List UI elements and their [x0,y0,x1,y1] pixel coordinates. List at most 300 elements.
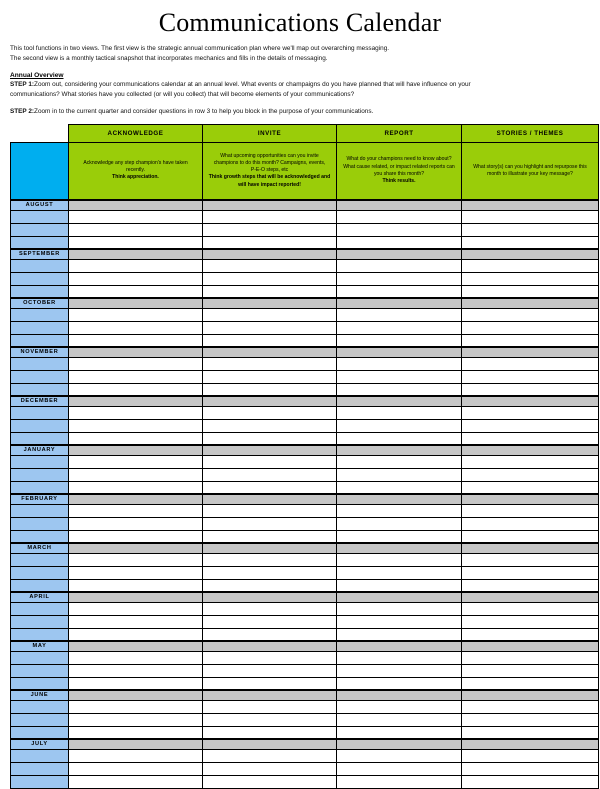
row-accent-cell[interactable] [11,504,69,517]
entry-cell[interactable] [69,223,203,236]
entry-cell[interactable] [203,651,337,664]
entry-cell[interactable] [203,285,337,298]
table-row [11,651,599,664]
entry-cell[interactable] [69,383,203,396]
communications-calendar-page [0,8,600,748]
entry-cell[interactable] [462,700,599,713]
entry-cell[interactable] [337,357,462,370]
entry-cell[interactable] [69,357,203,370]
entry-cell[interactable] [69,700,203,713]
entry-cell[interactable] [203,700,337,713]
row-accent-cell[interactable] [11,762,69,775]
month-header-spacer-cell [462,347,599,357]
table-row [11,628,599,641]
entry-cell[interactable] [462,406,599,419]
entry-cell[interactable] [203,517,337,530]
entry-cell[interactable] [337,321,462,334]
entry-cell[interactable] [337,762,462,775]
entry-cell[interactable] [69,308,203,321]
month-label-april: APRIL [11,592,69,602]
table-row [11,259,599,272]
month-header-spacer-cell [337,494,462,504]
entry-cell[interactable] [69,530,203,543]
entry-cell[interactable] [462,628,599,641]
row-accent-cell[interactable] [11,517,69,530]
entry-cell[interactable] [69,419,203,432]
entry-cell[interactable] [462,615,599,628]
month-header-spacer-cell [462,543,599,553]
month-header-spacer-cell [462,200,599,210]
entry-cell[interactable] [69,566,203,579]
month-header-spacer-cell [337,396,462,406]
column-header-stories-themes: STORIES / THEMES [462,124,599,142]
month-header-row [11,494,599,504]
entry-cell[interactable] [203,553,337,566]
month-header-spacer-cell [203,298,337,308]
row-accent-cell[interactable] [11,579,69,592]
entry-cell[interactable] [462,553,599,566]
month-header-row [11,543,599,553]
entry-cell[interactable] [462,504,599,517]
row-accent-cell[interactable] [11,553,69,566]
entry-cell[interactable] [69,455,203,468]
entry-cell[interactable] [337,553,462,566]
month-header-spacer-cell [69,396,203,406]
table-row [11,481,599,494]
table-row [11,455,599,468]
entry-cell[interactable] [337,259,462,272]
row-accent-cell[interactable] [11,432,69,445]
table-row [11,602,599,615]
entry-cell[interactable] [337,749,462,762]
entry-cell[interactable] [203,602,337,615]
column-header-acknowledge: ACKNOWLEDGE [69,124,203,142]
entry-cell[interactable] [203,579,337,592]
entry-cell[interactable] [337,432,462,445]
month-header-spacer-cell [337,298,462,308]
month-header-spacer-cell [69,347,203,357]
prompt-line-emphasis: Think appreciation. [112,174,159,181]
entry-cell[interactable] [462,517,599,530]
entry-cell[interactable] [203,664,337,677]
calendar-table [10,124,599,789]
month-header-spacer-cell [69,249,203,259]
entry-cell[interactable] [203,628,337,641]
row-accent-cell[interactable] [11,481,69,494]
entry-cell[interactable] [69,579,203,592]
entry-cell[interactable] [69,713,203,726]
step-1 [10,80,594,99]
month-header-spacer-cell [203,200,337,210]
entry-cell[interactable] [462,726,599,739]
month-header-spacer-cell [203,690,337,700]
entry-cell[interactable] [462,455,599,468]
table-row [11,419,599,432]
entry-cell[interactable] [462,236,599,249]
entry-cell[interactable] [337,775,462,788]
month-header-spacer-cell [462,690,599,700]
entry-cell[interactable] [69,210,203,223]
month-header-spacer-cell [337,592,462,602]
month-label-may: MAY [11,641,69,651]
row-accent-cell[interactable] [11,566,69,579]
row-accent-cell[interactable] [11,713,69,726]
month-header-spacer-cell [337,445,462,455]
entry-cell[interactable] [203,432,337,445]
entry-cell[interactable] [69,481,203,494]
row-accent-cell[interactable] [11,530,69,543]
entry-cell[interactable] [462,357,599,370]
entry-cell[interactable] [462,749,599,762]
row-accent-cell[interactable] [11,308,69,321]
entry-cell[interactable] [337,406,462,419]
month-label-september: SEPTEMBER [11,249,69,259]
table-row [11,357,599,370]
month-header-spacer-cell [337,690,462,700]
entry-cell[interactable] [69,285,203,298]
entry-cell[interactable] [337,285,462,298]
entry-cell[interactable] [69,615,203,628]
entry-cell[interactable] [69,762,203,775]
row-accent-cell[interactable] [11,285,69,298]
month-header-spacer-cell [69,543,203,553]
month-header-row [11,445,599,455]
entry-cell[interactable] [337,504,462,517]
month-label-december: DECEMBER [11,396,69,406]
entry-cell[interactable] [462,481,599,494]
entry-cell[interactable] [69,272,203,285]
table-row [11,677,599,690]
month-header-spacer-cell [462,249,599,259]
entry-cell[interactable] [69,432,203,445]
month-header-row [11,592,599,602]
entry-cell[interactable] [69,651,203,664]
table-row [11,553,599,566]
table-row [11,579,599,592]
entry-cell[interactable] [69,504,203,517]
entry-cell[interactable] [69,628,203,641]
entry-cell[interactable] [203,677,337,690]
entry-cell[interactable] [203,481,337,494]
prompt-line: What do your champions need to know about? [346,156,452,163]
row-accent-cell[interactable] [11,602,69,615]
row-accent-cell[interactable] [11,628,69,641]
entry-cell[interactable] [69,664,203,677]
month-header-spacer-cell [337,739,462,749]
column-header-row [11,124,599,142]
month-header-spacer-cell [203,396,337,406]
entry-cell[interactable] [337,308,462,321]
entry-cell[interactable] [69,677,203,690]
month-header-spacer-cell [203,543,337,553]
entry-cell[interactable] [203,749,337,762]
month-label-july: JULY [11,739,69,749]
month-header-spacer-cell [462,592,599,602]
month-header-spacer-cell [69,200,203,210]
entry-cell[interactable] [462,664,599,677]
table-row [11,223,599,236]
month-header-spacer-cell [69,298,203,308]
month-header-spacer-cell [337,249,462,259]
entry-cell[interactable] [69,517,203,530]
month-header-spacer-cell [69,641,203,651]
month-header-row [11,249,599,259]
month-header-spacer-cell [69,690,203,700]
entry-cell[interactable] [337,664,462,677]
entry-cell[interactable] [337,579,462,592]
entry-cell[interactable] [462,713,599,726]
month-header-spacer-cell [462,641,599,651]
step-1-label: STEP 1: [10,81,35,88]
entry-cell[interactable] [462,651,599,664]
entry-cell[interactable] [203,210,337,223]
entry-cell[interactable] [337,530,462,543]
prompt-line: What story(s) can you highlight and repurpose this [473,163,587,170]
entry-cell[interactable] [203,504,337,517]
table-row [11,504,599,517]
row-accent-cell[interactable] [11,321,69,334]
month-header-spacer-cell [337,347,462,357]
row-accent-cell[interactable] [11,419,69,432]
entry-cell[interactable] [337,468,462,481]
column-header-invite: INVITE [203,124,337,142]
month-label-october: OCTOBER [11,298,69,308]
entry-cell[interactable] [69,259,203,272]
column-header-report: REPORT [337,124,462,142]
entry-cell[interactable] [337,419,462,432]
entry-cell[interactable] [462,432,599,445]
table-row [11,762,599,775]
entry-cell[interactable] [69,468,203,481]
month-header-spacer-cell [203,739,337,749]
entry-cell[interactable] [203,370,337,383]
entry-cell[interactable] [337,455,462,468]
entry-cell[interactable] [203,321,337,334]
prompt-cell-invite [203,142,337,200]
entry-cell[interactable] [462,419,599,432]
entry-cell[interactable] [337,628,462,641]
table-row [11,383,599,396]
table-row [11,321,599,334]
entry-cell[interactable] [337,334,462,347]
month-header-row [11,347,599,357]
entry-cell[interactable] [462,762,599,775]
month-header-spacer-cell [69,494,203,504]
entry-cell[interactable] [337,210,462,223]
spacer [6,99,594,107]
step-1-text-a: Zoom out, considering your communications calendar at an annual level. What events or champaigns do you have planned that will have influence on your [34,81,471,88]
row-accent-cell[interactable] [11,677,69,690]
month-header-spacer-cell [203,641,337,651]
prompt-line: What cause related, or impact related reports can [343,163,455,170]
row-accent-cell[interactable] [11,210,69,223]
row-accent-cell[interactable] [11,726,69,739]
month-header-spacer-cell [203,445,337,455]
entry-cell[interactable] [337,383,462,396]
table-row [11,615,599,628]
month-header-spacer-cell [203,592,337,602]
table-row [11,334,599,347]
row-accent-cell[interactable] [11,370,69,383]
month-label-january: JANUARY [11,445,69,455]
entry-cell[interactable] [203,357,337,370]
month-header-spacer-cell [203,494,337,504]
entry-cell[interactable] [462,272,599,285]
intro-line-1: This tool functions in two views. The first view is the strategic annual communication plan where we'll map out overarching messaging. [10,45,390,52]
entry-cell[interactable] [69,321,203,334]
entry-cell[interactable] [462,468,599,481]
row-accent-cell[interactable] [11,775,69,788]
month-header-row [11,298,599,308]
entry-cell[interactable] [203,223,337,236]
entry-cell[interactable] [203,713,337,726]
entry-cell[interactable] [203,259,337,272]
prompt-line: month to illustrate your key message? [487,170,573,177]
entry-cell[interactable] [203,406,337,419]
entry-cell[interactable] [69,749,203,762]
table-row [11,726,599,739]
entry-cell[interactable] [337,272,462,285]
entry-cell[interactable] [337,651,462,664]
entry-cell[interactable] [462,210,599,223]
entry-cell[interactable] [203,775,337,788]
entry-cell[interactable] [203,762,337,775]
entry-cell[interactable] [69,370,203,383]
step-2-text-a: Zoom in to the current quarter and consider questions in row 3 to help you block in the purpose of your communications. [34,108,374,115]
row-accent-cell[interactable] [11,357,69,370]
prompt-line: P-E-O steps, etc [250,167,289,174]
month-header-spacer-cell [203,347,337,357]
table-row [11,406,599,419]
entry-cell[interactable] [462,223,599,236]
entry-cell[interactable] [203,272,337,285]
table-row [11,530,599,543]
entry-cell[interactable] [462,383,599,396]
month-label-february: FEBRUARY [11,494,69,504]
entry-cell[interactable] [203,419,337,432]
entry-cell[interactable] [337,615,462,628]
entry-cell[interactable] [337,713,462,726]
entry-cell[interactable] [337,223,462,236]
entry-cell[interactable] [69,406,203,419]
table-row [11,775,599,788]
prompt-cell-report [337,142,462,200]
prompt-row-accent-cell [11,142,69,200]
row-accent-cell[interactable] [11,615,69,628]
table-row [11,272,599,285]
entry-cell[interactable] [462,602,599,615]
page-title: Communications Calendar [158,8,442,37]
entry-cell[interactable] [69,775,203,788]
row-accent-cell[interactable] [11,223,69,236]
entry-cell[interactable] [337,517,462,530]
entry-cell[interactable] [203,455,337,468]
entry-cell[interactable] [462,677,599,690]
entry-cell[interactable] [69,334,203,347]
entry-cell[interactable] [203,468,337,481]
prompt-line-emphasis: Think results. [382,177,416,184]
entry-cell[interactable] [337,677,462,690]
entry-cell[interactable] [203,726,337,739]
table-row [11,749,599,762]
prompt-cell-acknowledge [69,142,203,200]
entry-cell[interactable] [337,602,462,615]
step-1-line-1 [10,80,594,90]
table-row [11,664,599,677]
table-row [11,236,599,249]
entry-cell[interactable] [462,308,599,321]
row-accent-cell[interactable] [11,468,69,481]
entry-cell[interactable] [69,553,203,566]
prompt-row [11,142,599,200]
row-accent-cell[interactable] [11,651,69,664]
entry-cell[interactable] [337,566,462,579]
entry-cell[interactable] [337,700,462,713]
entry-cell[interactable] [203,308,337,321]
month-label-june: JUNE [11,690,69,700]
month-header-row [11,200,599,210]
entry-cell[interactable] [203,236,337,249]
entry-cell[interactable] [462,370,599,383]
month-header-spacer-cell [462,298,599,308]
section-heading: Annual Overview [10,72,64,79]
prompt-line-emphasis: Think growth steps that will be acknowledged and [208,174,331,181]
row-accent-cell[interactable] [11,334,69,347]
prompt-line: you share this month? [373,170,425,177]
corner-blank-cell [11,124,69,142]
entry-cell[interactable] [203,383,337,396]
row-accent-cell[interactable] [11,272,69,285]
prompt-cell-stories-themes [462,142,599,200]
month-header-spacer-cell [462,396,599,406]
entry-cell[interactable] [69,602,203,615]
entry-cell[interactable] [462,579,599,592]
row-accent-cell[interactable] [11,455,69,468]
table-row [11,517,599,530]
entry-cell[interactable] [462,334,599,347]
row-accent-cell[interactable] [11,406,69,419]
row-accent-cell[interactable] [11,700,69,713]
entry-cell[interactable] [69,726,203,739]
row-accent-cell[interactable] [11,383,69,396]
month-label-august: AUGUST [11,200,69,210]
entry-cell[interactable] [462,775,599,788]
entry-cell[interactable] [462,530,599,543]
month-header-spacer-cell [337,200,462,210]
entry-cell[interactable] [203,615,337,628]
entry-cell[interactable] [337,236,462,249]
entry-cell[interactable] [203,334,337,347]
intro-line-2: The second view is a monthly tactical snapshot that incorporates mechanics and fills in the details of messaging. [10,54,328,62]
row-accent-cell[interactable] [11,749,69,762]
entry-cell[interactable] [462,321,599,334]
entry-cell[interactable] [462,259,599,272]
entry-cell[interactable] [69,236,203,249]
entry-cell[interactable] [203,566,337,579]
month-header-spacer-cell [69,445,203,455]
entry-cell[interactable] [462,285,599,298]
entry-cell[interactable] [337,481,462,494]
entry-cell[interactable] [337,370,462,383]
entry-cell[interactable] [462,566,599,579]
entry-cell[interactable] [203,530,337,543]
month-header-row [11,690,599,700]
row-accent-cell[interactable] [11,236,69,249]
row-accent-cell[interactable] [11,259,69,272]
table-row [11,432,599,445]
row-accent-cell[interactable] [11,664,69,677]
entry-cell[interactable] [337,726,462,739]
